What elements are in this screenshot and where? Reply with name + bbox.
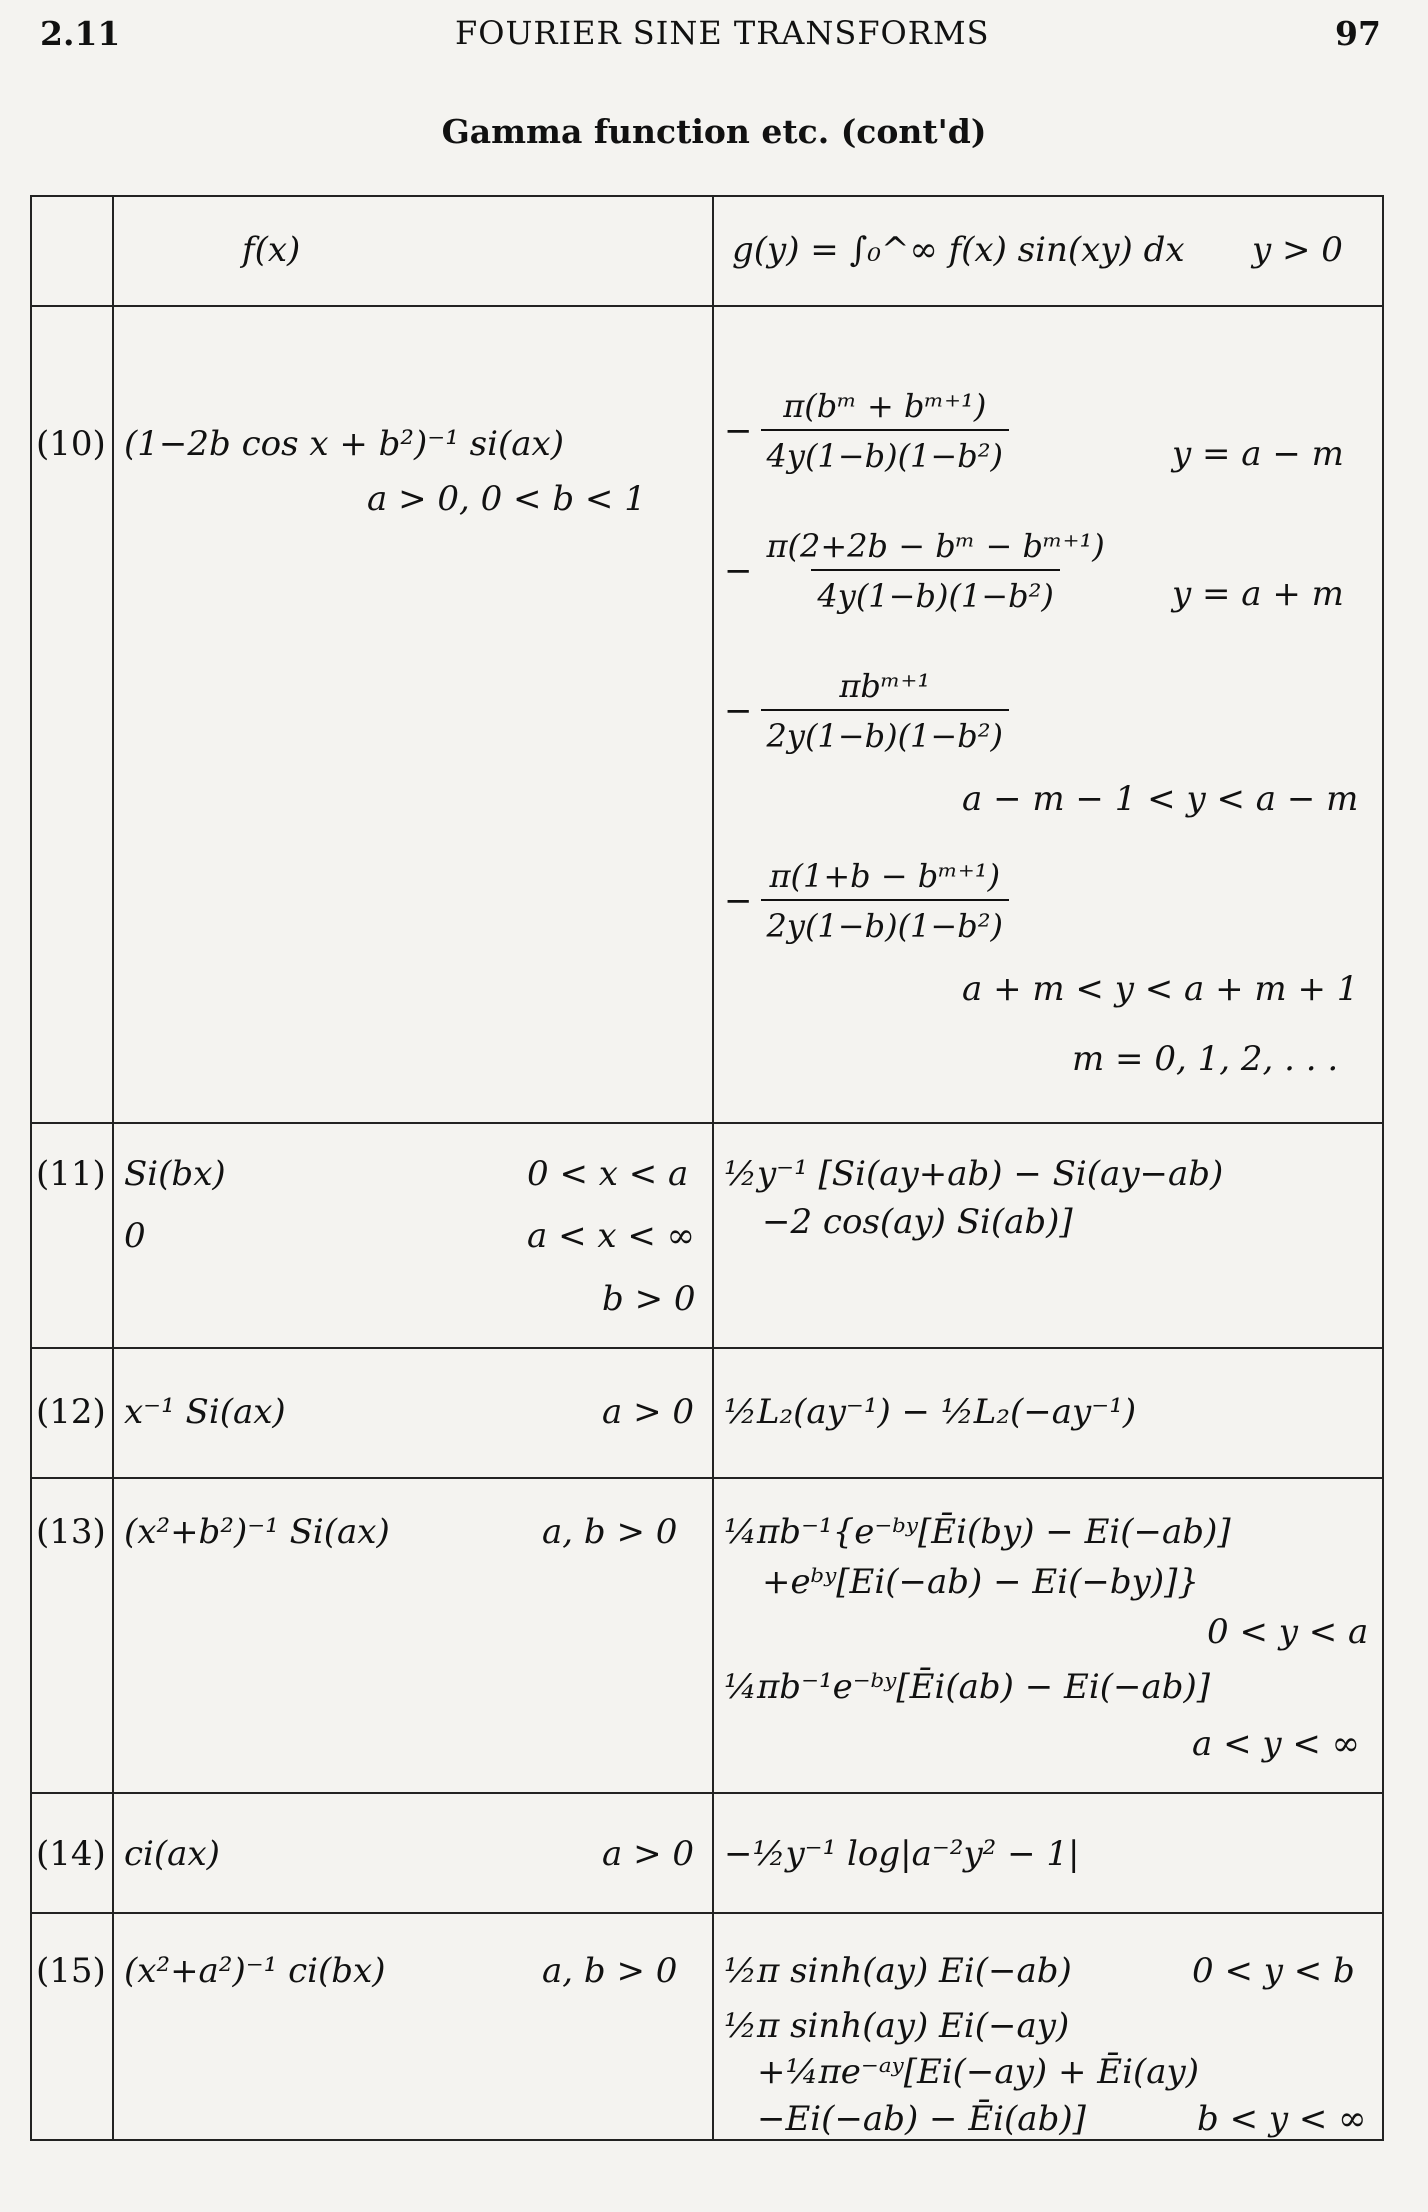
table-subtitle: Gamma function etc. (cont'd) — [441, 112, 987, 151]
column-divider-2 — [712, 197, 714, 2139]
g-fraction: − $\frac{\text{π(bᵐ + bᵐ⁺¹)}}{\text{4y(1−b)(1−b²)}}$ — [724, 387, 1009, 475]
g-expression: ½π sinh(ay) Ei(−ay) — [724, 2006, 1070, 2046]
row-divider-14 — [32, 1912, 1382, 1914]
section-number: 2.11 — [40, 14, 121, 53]
transform-table — [30, 195, 1384, 2141]
g-expression: ½y⁻¹ [Si(ay+ab) − Si(ay−ab) — [724, 1154, 1224, 1194]
g-condition: a + m < y < a + m + 1 — [962, 969, 1359, 1009]
g-expression: ½L₂(ay⁻¹) − ½L₂(−ay⁻¹) — [724, 1392, 1137, 1432]
fraction-denominator: 2y(1−b)(1−b²) — [761, 709, 1010, 755]
g-fraction: − $\frac{\text{π(2+2b − bᵐ − bᵐ⁺¹)}}{\text{4y(1−b)(1−b²)}}$ — [724, 527, 1111, 615]
g-expression: ¼πb⁻¹{e⁻ᵇʸ[Ēi(by) − Ei(−ab)] — [724, 1512, 1231, 1552]
column-divider-1 — [112, 197, 114, 2139]
header-g: g(y) = ∫₀^∞ f(x) sin(xy) dx — [732, 230, 1185, 270]
g-expression: −½y⁻¹ log|a⁻²y² − 1| — [724, 1834, 1080, 1874]
g-expression: −Ei(−ab) − Ēi(ab)] — [757, 2099, 1086, 2139]
f-expression: (1−2b cos x + b²)⁻¹ si(ax) — [124, 424, 564, 464]
page-number: 97 — [1335, 14, 1381, 53]
f-expression: Si(bx) — [124, 1154, 226, 1194]
g-fraction: − πbᵐ⁺¹ 2y(1−b)(1−b²) — [724, 667, 1009, 755]
fraction-numerator: π(1+b − bᵐ⁺¹) — [769, 857, 1001, 895]
row-divider-11 — [32, 1347, 1382, 1349]
f-expression: ci(ax) — [124, 1834, 220, 1874]
f-expression: 0 — [124, 1216, 146, 1256]
fraction-numerator: πbᵐ⁺¹ — [839, 667, 931, 705]
g-expression: +¼πe⁻ᵃʸ[Ei(−ay) + Ēi(ay) — [757, 2052, 1199, 2092]
row-number: (11) — [36, 1154, 106, 1194]
fraction-numerator: π(bᵐ + bᵐ⁺¹) — [783, 387, 987, 425]
f-condition: a > 0, 0 < b < 1 — [367, 479, 646, 519]
fraction-denominator: 4y(1−b)(1−b²) — [761, 429, 1010, 475]
fraction-denominator: 2y(1−b)(1−b²) — [761, 899, 1010, 945]
row-divider-13 — [32, 1792, 1382, 1794]
g-fraction: − $\frac{\text{π(1+b − bᵐ⁺¹)}}{\text{2y(1−b)(1−b²)}}$ — [724, 857, 1009, 945]
g-note: m = 0, 1, 2, . . . — [1072, 1039, 1339, 1079]
g-condition: 0 < y < a — [1207, 1612, 1369, 1652]
header-f: f(x) — [242, 230, 301, 270]
row-number: (14) — [36, 1834, 106, 1874]
row-divider-12 — [32, 1477, 1382, 1479]
f-expression: (x²+b²)⁻¹ Si(ax) — [124, 1512, 390, 1552]
page-title: FOURIER SINE TRANSFORMS — [455, 14, 990, 52]
g-expression: ½π sinh(ay) Ei(−ab) — [724, 1951, 1072, 1991]
row-number: (15) — [36, 1951, 106, 1991]
f-expression: (x²+a²)⁻¹ ci(bx) — [124, 1951, 386, 1991]
f-expression: x⁻¹ Si(ax) — [124, 1392, 286, 1432]
row-number: (12) — [36, 1392, 106, 1432]
g-expression: −2 cos(ay) Si(ab)] — [762, 1202, 1073, 1242]
f-condition: a, b > 0 — [542, 1512, 678, 1552]
fraction-numerator: π(2+2b − bᵐ − bᵐ⁺¹) — [766, 527, 1105, 565]
row-number: (13) — [36, 1512, 106, 1552]
g-condition: a < y < ∞ — [1192, 1724, 1361, 1764]
f-condition: a > 0 — [602, 1834, 695, 1874]
g-condition: y = a + m — [1172, 574, 1344, 614]
g-condition: b < y < ∞ — [1197, 2099, 1367, 2139]
g-condition: 0 < y < b — [1192, 1951, 1355, 1991]
g-expression: ¼πb⁻¹e⁻ᵇʸ[Ēi(ab) − Ei(−ab)] — [724, 1667, 1211, 1707]
row-divider-10 — [32, 1122, 1382, 1124]
row-number: (10) — [36, 424, 106, 464]
fraction-denominator: 4y(1−b)(1−b²) — [811, 569, 1060, 615]
f-condition: b > 0 — [602, 1279, 696, 1319]
f-condition: a, b > 0 — [542, 1951, 678, 1991]
g-condition: a − m − 1 < y < a − m — [962, 779, 1359, 819]
f-condition: 0 < x < a — [527, 1154, 689, 1194]
f-condition: a < x < ∞ — [527, 1216, 695, 1256]
f-condition: a > 0 — [602, 1392, 695, 1432]
g-condition: y = a − m — [1172, 434, 1344, 474]
row-divider-header — [32, 305, 1382, 307]
header-g-condition: y > 0 — [1252, 230, 1343, 270]
g-expression: +eᵇʸ[Ei(−ab) − Ei(−by)]} — [762, 1562, 1199, 1602]
